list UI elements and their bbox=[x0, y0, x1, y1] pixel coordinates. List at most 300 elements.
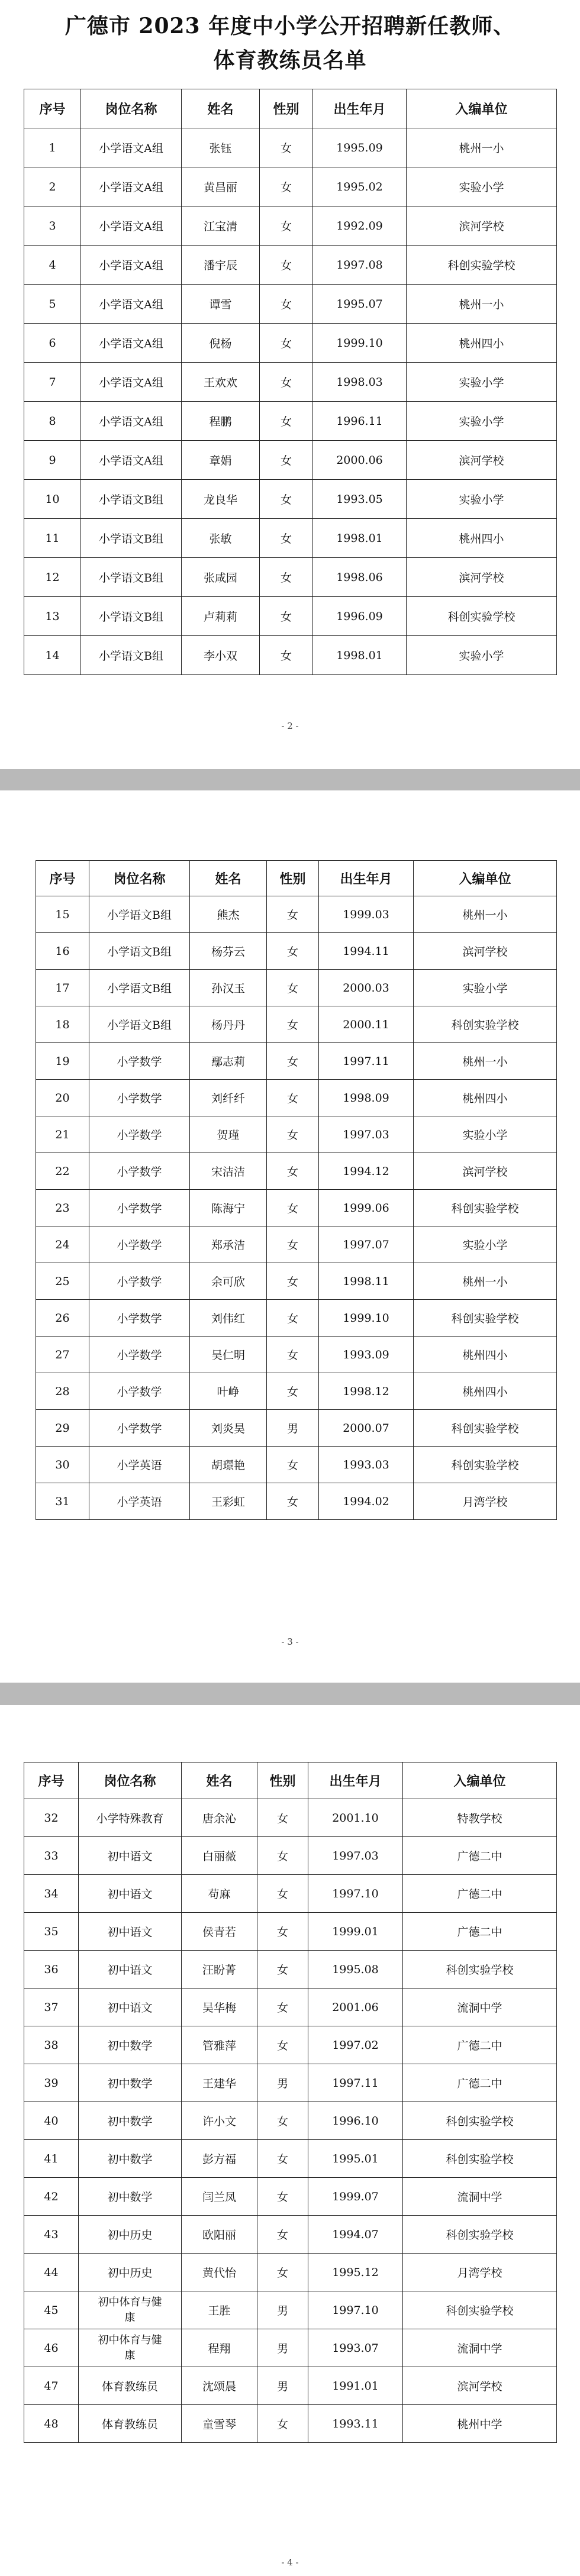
cell-row-index: 31 bbox=[36, 1483, 89, 1520]
cell-birth-date: 1995.02 bbox=[313, 167, 407, 206]
cell-person-name: 龙良华 bbox=[182, 480, 260, 519]
table-row bbox=[24, 2291, 557, 2329]
header-person-name: 姓名 bbox=[190, 861, 267, 896]
table-row bbox=[24, 1799, 557, 1837]
cell-gender: 女 bbox=[267, 1043, 319, 1080]
cell-assigned-unit: 科创实验学校 bbox=[403, 2291, 557, 2329]
cell-assigned-unit: 滨河学校 bbox=[414, 1153, 557, 1190]
table-header-row bbox=[24, 89, 557, 128]
cell-position-name: 初中体育与健康 bbox=[79, 2329, 182, 2367]
cell-person-name: 沈颂晨 bbox=[182, 2367, 257, 2405]
cell-assigned-unit: 广德二中 bbox=[403, 2064, 557, 2102]
cell-birth-date: 1998.12 bbox=[319, 1373, 414, 1410]
table-row bbox=[24, 2026, 557, 2064]
cell-person-name: 黄昌丽 bbox=[182, 167, 260, 206]
table-row bbox=[24, 2064, 557, 2102]
cell-gender: 女 bbox=[257, 2026, 308, 2064]
cell-row-index: 12 bbox=[24, 558, 81, 597]
cell-assigned-unit: 桃州中学 bbox=[403, 2405, 557, 2443]
cell-person-name: 黄代怡 bbox=[182, 2254, 257, 2291]
cell-person-name: 张敏 bbox=[182, 519, 260, 558]
cell-assigned-unit: 滨河学校 bbox=[403, 2367, 557, 2405]
table-row bbox=[36, 1080, 557, 1116]
cell-position-name: 小学语文B组 bbox=[89, 970, 190, 1006]
cell-assigned-unit: 月湾学校 bbox=[414, 1483, 557, 1520]
header-person-name: 姓名 bbox=[182, 1762, 257, 1799]
cell-person-name: 李小双 bbox=[182, 636, 260, 675]
cell-person-name: 刘炎昊 bbox=[190, 1410, 267, 1447]
cell-person-name: 侯青若 bbox=[182, 1913, 257, 1951]
cell-assigned-unit: 滨河学校 bbox=[407, 441, 557, 480]
table-row bbox=[36, 1153, 557, 1190]
cell-gender: 女 bbox=[267, 1226, 319, 1263]
cell-person-name: 胡璟艳 bbox=[190, 1447, 267, 1483]
cell-position-name: 小学数学 bbox=[89, 1226, 190, 1263]
cell-row-index: 34 bbox=[24, 1875, 79, 1913]
table-row bbox=[24, 2254, 557, 2291]
cell-assigned-unit: 科创实验学校 bbox=[403, 2216, 557, 2254]
table-row bbox=[24, 246, 557, 285]
cell-gender: 女 bbox=[257, 1951, 308, 1989]
cell-birth-date: 1993.05 bbox=[313, 480, 407, 519]
cell-person-name: 闫兰凤 bbox=[182, 2178, 257, 2216]
cell-assigned-unit: 桃州四小 bbox=[414, 1373, 557, 1410]
cell-position-name: 小学语文B组 bbox=[81, 597, 182, 636]
cell-row-index: 20 bbox=[36, 1080, 89, 1116]
cell-gender: 女 bbox=[260, 363, 313, 402]
cell-birth-date: 1998.01 bbox=[313, 519, 407, 558]
table-header-row bbox=[36, 861, 557, 896]
cell-assigned-unit: 滨河学校 bbox=[407, 558, 557, 597]
cell-gender: 女 bbox=[260, 206, 313, 246]
cell-row-index: 27 bbox=[36, 1337, 89, 1373]
cell-row-index: 18 bbox=[36, 1006, 89, 1043]
cell-birth-date: 1998.11 bbox=[319, 1263, 414, 1300]
table-row bbox=[24, 2102, 557, 2140]
table-row bbox=[24, 2329, 557, 2367]
header-assigned-unit: 入编单位 bbox=[403, 1762, 557, 1799]
cell-person-name: 张咸园 bbox=[182, 558, 260, 597]
cell-row-index: 41 bbox=[24, 2140, 79, 2178]
cell-gender: 女 bbox=[260, 285, 313, 324]
cell-row-index: 35 bbox=[24, 1913, 79, 1951]
cell-position-name: 小学语文A组 bbox=[81, 167, 182, 206]
cell-birth-date: 2001.06 bbox=[308, 1989, 403, 2026]
cell-gender: 女 bbox=[257, 1913, 308, 1951]
table-row bbox=[24, 285, 557, 324]
cell-gender: 女 bbox=[257, 2102, 308, 2140]
cell-row-index: 1 bbox=[24, 128, 81, 167]
cell-birth-date: 1995.08 bbox=[308, 1951, 403, 1989]
header-row-index: 序号 bbox=[24, 1762, 79, 1799]
cell-gender: 女 bbox=[267, 933, 319, 970]
cell-position-name: 小学数学 bbox=[89, 1116, 190, 1153]
table-row bbox=[36, 1373, 557, 1410]
cell-position-name: 小学语文A组 bbox=[81, 402, 182, 441]
cell-person-name: 刘纤纤 bbox=[190, 1080, 267, 1116]
cell-assigned-unit: 广德二中 bbox=[403, 1837, 557, 1875]
cell-assigned-unit: 流洞中学 bbox=[403, 2329, 557, 2367]
cell-gender: 女 bbox=[257, 2254, 308, 2291]
cell-assigned-unit: 桃州四小 bbox=[407, 324, 557, 363]
cell-position-name: 小学语文A组 bbox=[81, 363, 182, 402]
cell-gender: 女 bbox=[267, 970, 319, 1006]
cell-gender: 女 bbox=[267, 1263, 319, 1300]
cell-assigned-unit: 科创实验学校 bbox=[414, 1300, 557, 1337]
cell-person-name: 许小文 bbox=[182, 2102, 257, 2140]
cell-birth-date: 1999.01 bbox=[308, 1913, 403, 1951]
table-row bbox=[24, 128, 557, 167]
cell-row-index: 4 bbox=[24, 246, 81, 285]
cell-gender: 女 bbox=[260, 441, 313, 480]
table-row bbox=[24, 441, 557, 480]
table-row bbox=[36, 1483, 557, 1520]
cell-birth-date: 1997.11 bbox=[319, 1043, 414, 1080]
cell-gender: 女 bbox=[260, 480, 313, 519]
cell-position-name: 初中数学 bbox=[79, 2140, 182, 2178]
document-page-2 bbox=[0, 790, 580, 1683]
cell-person-name: 王彩虹 bbox=[190, 1483, 267, 1520]
cell-birth-date: 1998.09 bbox=[319, 1080, 414, 1116]
table-row bbox=[36, 1006, 557, 1043]
cell-assigned-unit: 科创实验学校 bbox=[403, 1951, 557, 1989]
cell-gender: 男 bbox=[257, 2291, 308, 2329]
cell-gender: 女 bbox=[267, 1373, 319, 1410]
cell-gender: 女 bbox=[267, 1006, 319, 1043]
table-row bbox=[24, 1989, 557, 2026]
cell-position-name: 初中历史 bbox=[79, 2216, 182, 2254]
cell-birth-date: 1997.02 bbox=[308, 2026, 403, 2064]
cell-row-index: 13 bbox=[24, 597, 81, 636]
cell-row-index: 26 bbox=[36, 1300, 89, 1337]
header-gender: 性别 bbox=[257, 1762, 308, 1799]
cell-row-index: 43 bbox=[24, 2216, 79, 2254]
cell-position-name: 初中语文 bbox=[79, 1913, 182, 1951]
cell-row-index: 6 bbox=[24, 324, 81, 363]
cell-birth-date: 1997.03 bbox=[319, 1116, 414, 1153]
cell-gender: 女 bbox=[257, 2216, 308, 2254]
table-row bbox=[36, 1263, 557, 1300]
cell-gender: 女 bbox=[260, 324, 313, 363]
cell-position-name: 小学数学 bbox=[89, 1373, 190, 1410]
roster-table-page-2 bbox=[36, 860, 557, 1520]
cell-gender: 女 bbox=[267, 1080, 319, 1116]
cell-birth-date: 2001.10 bbox=[308, 1799, 403, 1837]
cell-position-name: 初中语文 bbox=[79, 1837, 182, 1875]
cell-birth-date: 1993.11 bbox=[308, 2405, 403, 2443]
cell-birth-date: 1995.09 bbox=[313, 128, 407, 167]
cell-birth-date: 1994.11 bbox=[319, 933, 414, 970]
header-birth-date: 出生年月 bbox=[308, 1762, 403, 1799]
cell-birth-date: 1995.07 bbox=[313, 285, 407, 324]
table-row bbox=[24, 167, 557, 206]
cell-assigned-unit: 滨河学校 bbox=[414, 933, 557, 970]
table-row bbox=[24, 206, 557, 246]
cell-birth-date: 1994.12 bbox=[319, 1153, 414, 1190]
table-row bbox=[36, 1410, 557, 1447]
cell-birth-date: 1997.07 bbox=[319, 1226, 414, 1263]
cell-person-name: 陈海宁 bbox=[190, 1190, 267, 1226]
cell-gender: 女 bbox=[257, 1837, 308, 1875]
cell-row-index: 37 bbox=[24, 1989, 79, 2026]
cell-birth-date: 1996.11 bbox=[313, 402, 407, 441]
cell-birth-date: 1994.07 bbox=[308, 2216, 403, 2254]
cell-birth-date: 1997.10 bbox=[308, 1875, 403, 1913]
document-title-line-1: 广德市 2023 年度中小学公开招聘新任教师、 bbox=[65, 14, 515, 38]
cell-person-name: 宋洁洁 bbox=[190, 1153, 267, 1190]
cell-row-index: 29 bbox=[36, 1410, 89, 1447]
table-row bbox=[36, 1337, 557, 1373]
cell-position-name: 初中历史 bbox=[79, 2254, 182, 2291]
cell-person-name: 童雪琴 bbox=[182, 2405, 257, 2443]
cell-gender: 女 bbox=[257, 2405, 308, 2443]
cell-birth-date: 2000.11 bbox=[319, 1006, 414, 1043]
cell-person-name: 章娟 bbox=[182, 441, 260, 480]
roster-table-page-3 bbox=[24, 1762, 557, 2443]
cell-birth-date: 1993.09 bbox=[319, 1337, 414, 1373]
table-row bbox=[24, 636, 557, 675]
cell-assigned-unit: 科创实验学校 bbox=[414, 1190, 557, 1226]
cell-gender: 男 bbox=[257, 2064, 308, 2102]
cell-row-index: 25 bbox=[36, 1263, 89, 1300]
cell-birth-date: 1992.09 bbox=[313, 206, 407, 246]
cell-position-name: 初中数学 bbox=[79, 2026, 182, 2064]
cell-person-name: 叶峥 bbox=[190, 1373, 267, 1410]
cell-gender: 男 bbox=[257, 2329, 308, 2367]
cell-row-index: 15 bbox=[36, 896, 89, 933]
table-row bbox=[24, 519, 557, 558]
cell-person-name: 张钰 bbox=[182, 128, 260, 167]
cell-person-name: 谭雪 bbox=[182, 285, 260, 324]
cell-gender: 女 bbox=[267, 1153, 319, 1190]
cell-position-name: 小学语文B组 bbox=[89, 933, 190, 970]
table-row bbox=[36, 933, 557, 970]
cell-person-name: 管雅萍 bbox=[182, 2026, 257, 2064]
cell-assigned-unit: 滨河学校 bbox=[407, 206, 557, 246]
cell-gender: 女 bbox=[260, 597, 313, 636]
cell-gender: 男 bbox=[267, 1410, 319, 1447]
cell-row-index: 32 bbox=[24, 1799, 79, 1837]
cell-birth-date: 1999.10 bbox=[313, 324, 407, 363]
cell-birth-date: 1997.11 bbox=[308, 2064, 403, 2102]
cell-person-name: 贺瑾 bbox=[190, 1116, 267, 1153]
cell-person-name: 刘伟红 bbox=[190, 1300, 267, 1337]
header-row-index: 序号 bbox=[24, 89, 81, 128]
cell-assigned-unit: 实验小学 bbox=[407, 363, 557, 402]
cell-person-name: 杨丹丹 bbox=[190, 1006, 267, 1043]
cell-position-name: 小学语文A组 bbox=[81, 246, 182, 285]
page-number: - 3 - bbox=[281, 1636, 299, 1647]
cell-row-index: 10 bbox=[24, 480, 81, 519]
cell-assigned-unit: 特教学校 bbox=[403, 1799, 557, 1837]
header-gender: 性别 bbox=[260, 89, 313, 128]
cell-position-name: 小学数学 bbox=[89, 1410, 190, 1447]
cell-assigned-unit: 桃州一小 bbox=[414, 896, 557, 933]
table-row bbox=[36, 1226, 557, 1263]
table-row bbox=[24, 1951, 557, 1989]
table-row bbox=[24, 480, 557, 519]
cell-assigned-unit: 流洞中学 bbox=[403, 2178, 557, 2216]
cell-row-index: 11 bbox=[24, 519, 81, 558]
cell-position-name: 小学数学 bbox=[89, 1153, 190, 1190]
cell-gender: 女 bbox=[257, 1799, 308, 1837]
cell-row-index: 24 bbox=[36, 1226, 89, 1263]
cell-birth-date: 1997.03 bbox=[308, 1837, 403, 1875]
cell-assigned-unit: 桃州四小 bbox=[407, 519, 557, 558]
cell-assigned-unit: 科创实验学校 bbox=[403, 2140, 557, 2178]
cell-row-index: 9 bbox=[24, 441, 81, 480]
cell-assigned-unit: 科创实验学校 bbox=[407, 246, 557, 285]
cell-person-name: 王欢欢 bbox=[182, 363, 260, 402]
header-assigned-unit: 入编单位 bbox=[414, 861, 557, 896]
table-row bbox=[36, 1043, 557, 1080]
table-row bbox=[24, 2405, 557, 2443]
cell-row-index: 28 bbox=[36, 1373, 89, 1410]
cell-person-name: 杨芬云 bbox=[190, 933, 267, 970]
document-title-line-2: 体育教练员名单 bbox=[213, 48, 367, 73]
cell-person-name: 潘宇辰 bbox=[182, 246, 260, 285]
cell-birth-date: 1999.07 bbox=[308, 2178, 403, 2216]
cell-person-name: 唐余沁 bbox=[182, 1799, 257, 1837]
header-position-name: 岗位名称 bbox=[79, 1762, 182, 1799]
cell-assigned-unit: 广德二中 bbox=[403, 1913, 557, 1951]
cell-assigned-unit: 流洞中学 bbox=[403, 1989, 557, 2026]
cell-person-name: 王建华 bbox=[182, 2064, 257, 2102]
cell-row-index: 46 bbox=[24, 2329, 79, 2367]
cell-row-index: 3 bbox=[24, 206, 81, 246]
cell-position-name: 小学数学 bbox=[89, 1300, 190, 1337]
cell-assigned-unit: 桃州一小 bbox=[407, 128, 557, 167]
cell-row-index: 39 bbox=[24, 2064, 79, 2102]
cell-assigned-unit: 桃州四小 bbox=[414, 1080, 557, 1116]
cell-position-name: 小学数学 bbox=[89, 1080, 190, 1116]
cell-assigned-unit: 实验小学 bbox=[407, 636, 557, 675]
roster-table-page-1 bbox=[24, 89, 557, 675]
cell-gender: 男 bbox=[257, 2367, 308, 2405]
cell-gender: 女 bbox=[260, 167, 313, 206]
cell-assigned-unit: 科创实验学校 bbox=[414, 1410, 557, 1447]
cell-person-name: 郑承洁 bbox=[190, 1226, 267, 1263]
cell-position-name: 小学语文B组 bbox=[81, 480, 182, 519]
cell-assigned-unit: 科创实验学校 bbox=[407, 597, 557, 636]
cell-row-index: 47 bbox=[24, 2367, 79, 2405]
cell-birth-date: 1996.10 bbox=[308, 2102, 403, 2140]
cell-gender: 女 bbox=[260, 558, 313, 597]
cell-birth-date: 1994.02 bbox=[319, 1483, 414, 1520]
cell-position-name: 小学语文A组 bbox=[81, 441, 182, 480]
header-gender: 性别 bbox=[267, 861, 319, 896]
cell-birth-date: 1993.07 bbox=[308, 2329, 403, 2367]
cell-position-name: 小学语文A组 bbox=[81, 206, 182, 246]
cell-birth-date: 1998.03 bbox=[313, 363, 407, 402]
table-row bbox=[24, 2216, 557, 2254]
cell-person-name: 江宝清 bbox=[182, 206, 260, 246]
cell-position-name: 小学英语 bbox=[89, 1483, 190, 1520]
cell-assigned-unit: 桃州一小 bbox=[414, 1043, 557, 1080]
table-row bbox=[36, 1447, 557, 1483]
cell-row-index: 14 bbox=[24, 636, 81, 675]
cell-gender: 女 bbox=[257, 1875, 308, 1913]
cell-gender: 女 bbox=[267, 896, 319, 933]
cell-row-index: 23 bbox=[36, 1190, 89, 1226]
cell-row-index: 8 bbox=[24, 402, 81, 441]
table-row bbox=[24, 558, 557, 597]
cell-birth-date: 1991.01 bbox=[308, 2367, 403, 2405]
cell-position-name: 小学语文B组 bbox=[81, 519, 182, 558]
cell-position-name: 小学特殊教育 bbox=[79, 1799, 182, 1837]
table-row bbox=[24, 2367, 557, 2405]
cell-assigned-unit: 科创实验学校 bbox=[414, 1447, 557, 1483]
cell-person-name: 程鹏 bbox=[182, 402, 260, 441]
cell-assigned-unit: 科创实验学校 bbox=[403, 2102, 557, 2140]
table-header-row bbox=[24, 1762, 557, 1799]
cell-birth-date: 1995.12 bbox=[308, 2254, 403, 2291]
header-person-name: 姓名 bbox=[182, 89, 260, 128]
cell-assigned-unit: 实验小学 bbox=[414, 1226, 557, 1263]
cell-position-name: 初中体育与健康 bbox=[79, 2291, 182, 2329]
cell-assigned-unit: 桃州一小 bbox=[407, 285, 557, 324]
cell-assigned-unit: 实验小学 bbox=[407, 402, 557, 441]
cell-position-name: 初中语文 bbox=[79, 1989, 182, 2026]
cell-gender: 女 bbox=[260, 636, 313, 675]
cell-gender: 女 bbox=[257, 2140, 308, 2178]
cell-birth-date: 1996.09 bbox=[313, 597, 407, 636]
cell-birth-date: 1998.01 bbox=[313, 636, 407, 675]
cell-person-name: 彭方福 bbox=[182, 2140, 257, 2178]
page-number: - 2 - bbox=[281, 721, 299, 731]
cell-gender: 女 bbox=[267, 1483, 319, 1520]
cell-gender: 女 bbox=[267, 1447, 319, 1483]
header-assigned-unit: 入编单位 bbox=[407, 89, 557, 128]
cell-gender: 女 bbox=[267, 1337, 319, 1373]
cell-person-name: 孙汉玉 bbox=[190, 970, 267, 1006]
cell-row-index: 5 bbox=[24, 285, 81, 324]
header-birth-date: 出生年月 bbox=[313, 89, 407, 128]
cell-position-name: 小学英语 bbox=[89, 1447, 190, 1483]
cell-person-name: 吴华梅 bbox=[182, 1989, 257, 2026]
cell-assigned-unit: 科创实验学校 bbox=[414, 1006, 557, 1043]
cell-position-name: 小学语文A组 bbox=[81, 285, 182, 324]
cell-birth-date: 2000.03 bbox=[319, 970, 414, 1006]
page-number: - 4 - bbox=[281, 2557, 299, 2568]
header-position-name: 岗位名称 bbox=[89, 861, 190, 896]
cell-row-index: 30 bbox=[36, 1447, 89, 1483]
cell-assigned-unit: 桃州四小 bbox=[414, 1337, 557, 1373]
cell-birth-date: 1997.08 bbox=[313, 246, 407, 285]
cell-person-name: 倪杨 bbox=[182, 324, 260, 363]
cell-person-name: 余可欣 bbox=[190, 1263, 267, 1300]
cell-row-index: 16 bbox=[36, 933, 89, 970]
table-row bbox=[24, 1913, 557, 1951]
cell-assigned-unit: 实验小学 bbox=[407, 167, 557, 206]
header-position-name: 岗位名称 bbox=[81, 89, 182, 128]
cell-row-index: 38 bbox=[24, 2026, 79, 2064]
cell-position-name: 小学数学 bbox=[89, 1190, 190, 1226]
table-row bbox=[36, 1300, 557, 1337]
cell-person-name: 苟麻 bbox=[182, 1875, 257, 1913]
table-row bbox=[24, 2178, 557, 2216]
cell-birth-date: 1999.03 bbox=[319, 896, 414, 933]
header-row-index: 序号 bbox=[36, 861, 89, 896]
table-row bbox=[24, 2140, 557, 2178]
cell-person-name: 吴仁明 bbox=[190, 1337, 267, 1373]
cell-birth-date: 1999.06 bbox=[319, 1190, 414, 1226]
table-row bbox=[24, 1875, 557, 1913]
table-row bbox=[24, 363, 557, 402]
cell-birth-date: 1995.01 bbox=[308, 2140, 403, 2178]
table-row bbox=[24, 324, 557, 363]
cell-gender: 女 bbox=[267, 1190, 319, 1226]
